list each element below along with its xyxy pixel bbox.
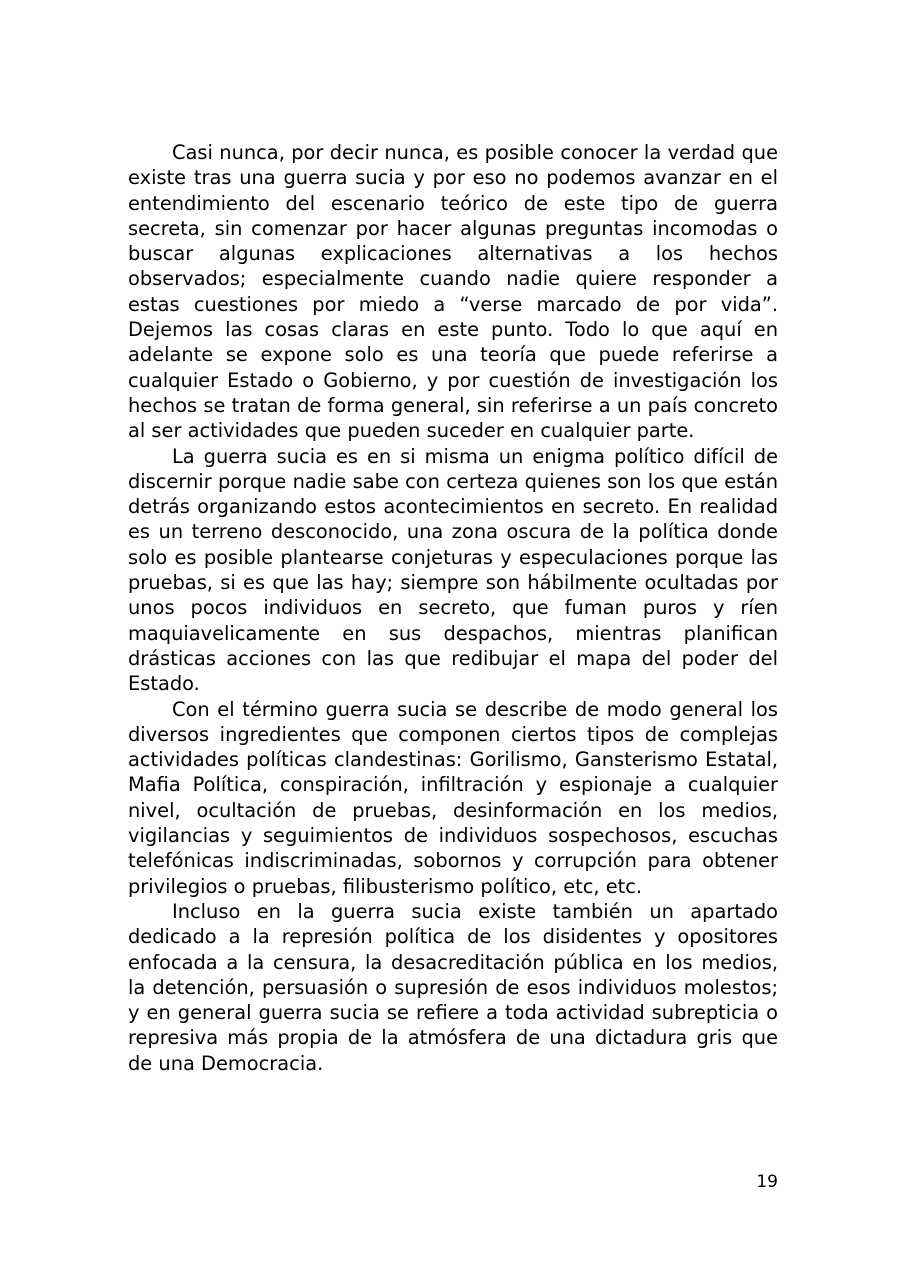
paragraph: Con el término guerra sucia se describe de modo general los diversos ingredientes que componen ciertos tipos de complejas actividades políticas clandestinas: Gorilismo, Gansterismo Estatal, Mafia Política, conspiración, infiltración y espionaje a cualquier nivel, ocultación de pruebas, desinformación en los medios, vigilancias y seguimientos de individuos sospechosos, escuchas telefónicas indiscriminadas, sobornos y corrupción para obtener privilegios o pruebas, filibusterismo político, etc, etc.	[128, 697, 778, 898]
paragraph: Casi nunca, por decir nunca, es posible conocer la verdad que existe tras una guerra sucia y por eso no podemos avanzar en el entendimiento del escenario teórico de este tipo de guerra secreta, sin comenzar por hacer algunas preguntas incomodas o buscar algunas explicaciones alternativas a los hechos observados; especialmente cuando nadie quiere responder a estas cuestiones por miedo a “verse marcado de por vida”. Dejemos las cosas claras en este punto. Todo lo que aquí en adelante se expone solo es una teoría que puede referirse a cualquier Estado o Gobierno, y por cuestión de investigación los hechos se tratan de forma general, sin referirse a un país concreto al ser actividades que pueden suceder en cualquier parte.	[128, 141, 778, 443]
paragraph: La guerra sucia es en si misma un enigma político difícil de discernir porque nadie sabe con certeza quienes son los que están detrás organizando estos acontecimientos en secreto. En realidad es un terreno desconocido, una zona oscura de la política donde solo es posible plantearse conjeturas y especulaciones porque las pruebas, si es que las hay; siempre son hábilmente ocultadas por unos pocos individuos en secreto, que fuman puros y ríen maquiavelicamente en sus despachos, mientras planifican drásticas acciones con las que redibujar el mapa del poder del Estado.	[128, 444, 778, 696]
page-body	[128, 140, 778, 1076]
page-number: 19	[756, 1172, 778, 1192]
paragraph: Incluso en la guerra sucia existe también un apartado dedicado a la represión política de los disidentes y opositores enfocada a la censura, la desacreditación pública en los medios, la detención, persuasión o supresión de esos individuos molestos; y en general guerra sucia se refiere a toda actividad subrepticia o represiva más propia de la atmósfera de una dictadura gris que de una Democracia.	[128, 899, 778, 1075]
